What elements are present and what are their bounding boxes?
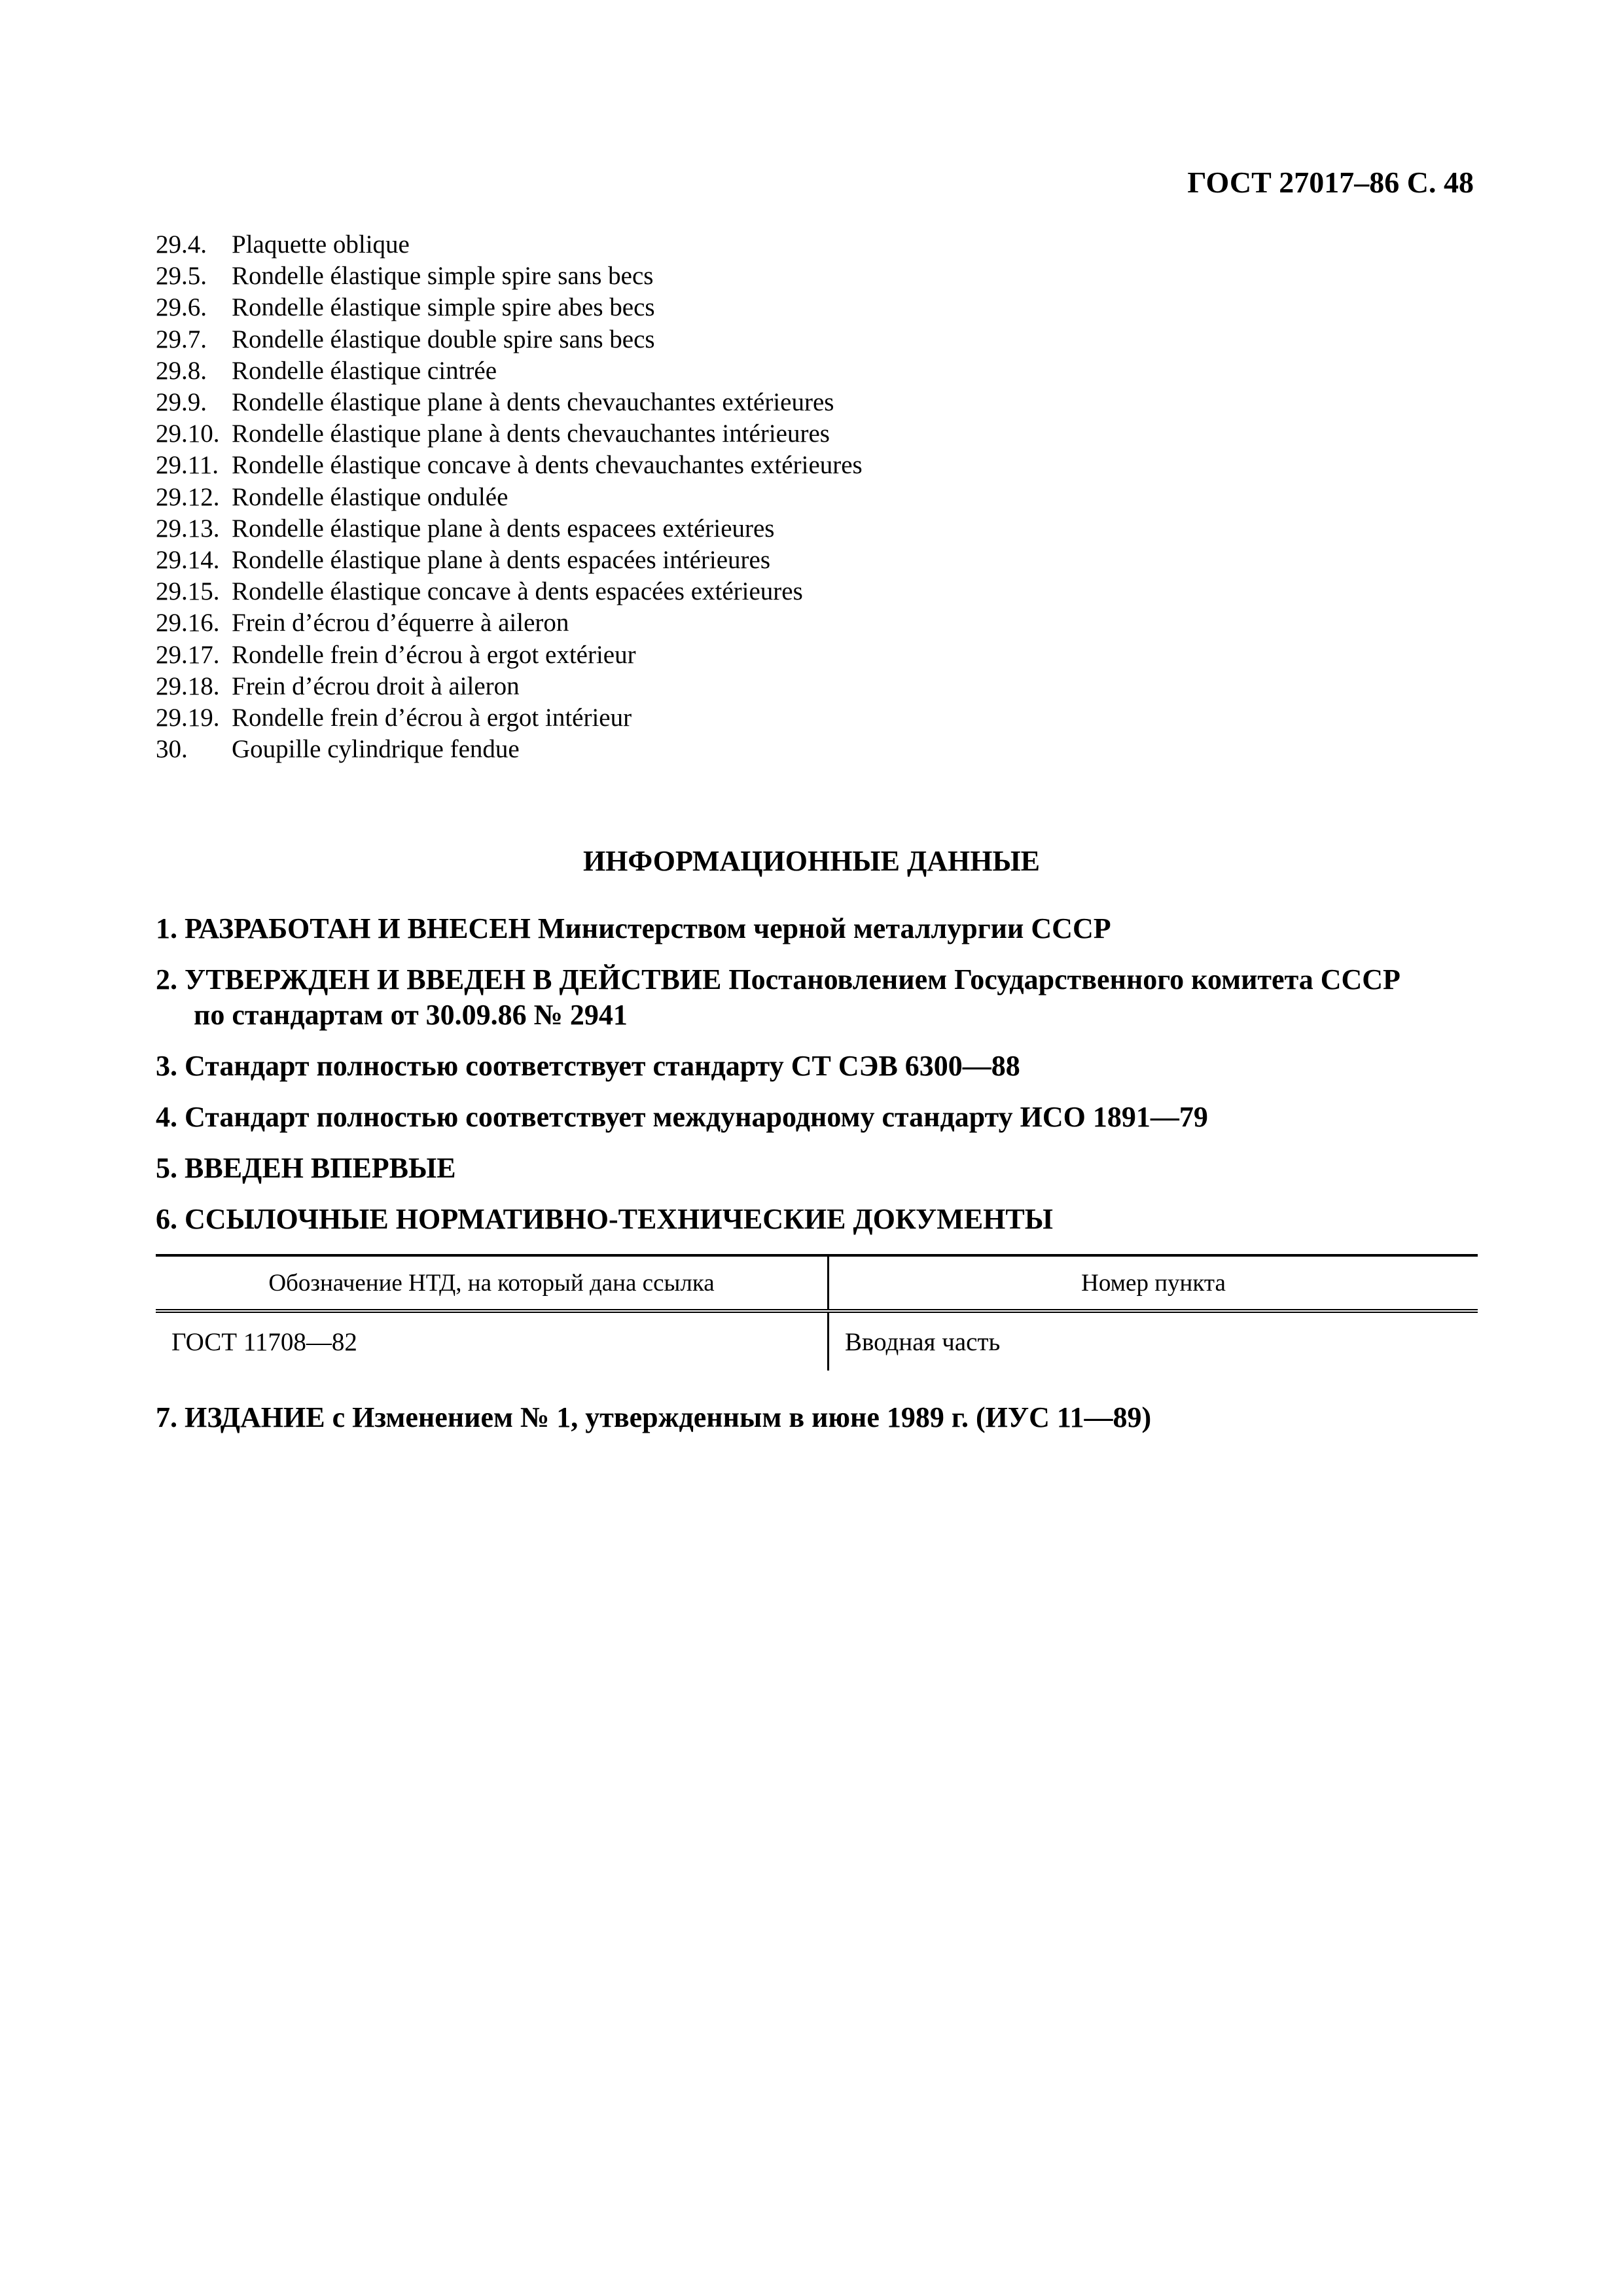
- list-item: [156, 482, 1268, 513]
- list-item: [156, 671, 1268, 702]
- item-number: 29.12.: [156, 482, 220, 511]
- info-item: [156, 1049, 1478, 1084]
- info-item: [156, 962, 1478, 1033]
- info-item-rest: Министерством черной металлургии СССР: [530, 912, 1111, 944]
- item-text: Goupille cylindrique fendue: [232, 735, 520, 764]
- item-text: Rondelle élastique plane à dents espacees extérieures: [232, 514, 775, 543]
- table-cell: ГОСТ 11708—82: [156, 1311, 829, 1371]
- item-text: Rondelle élastique simple spire sans becs: [232, 262, 654, 291]
- item-number: 29.13.: [156, 514, 220, 543]
- info-item: [156, 911, 1478, 946]
- item-number: 29.9.: [156, 388, 207, 417]
- item-text: Rondelle élastique double spire sans becs: [232, 325, 655, 353]
- info-item: [156, 1100, 1478, 1135]
- item-number: 29.11.: [156, 451, 219, 480]
- item-text: Frein d’écrou d’équerre à aileron: [232, 609, 569, 637]
- item-text: Plaquette oblique: [232, 230, 410, 259]
- item-number: 29.10.: [156, 420, 220, 448]
- info-item: [156, 1151, 1478, 1186]
- item-number: 30.: [156, 735, 188, 764]
- info-items: [156, 911, 1478, 1253]
- list-item: [156, 418, 1268, 450]
- info-item-lead: 4. Стандарт полностью соответствует международному стандарту ИСО 1891—79: [156, 1101, 1208, 1133]
- column-header: Номер пункта: [829, 1255, 1478, 1311]
- item-number: 29.19.: [156, 704, 220, 732]
- section-title: ИНФОРМАЦИОННЫЕ ДАННЫЕ: [582, 845, 1041, 877]
- info-item-rest: Постановлением Государственного комитета СССР: [721, 963, 1400, 996]
- list-item: [156, 545, 1268, 576]
- item-text: Rondelle élastique ondulée: [232, 482, 508, 511]
- item-number: 29.15.: [156, 577, 220, 606]
- info-item: [156, 1202, 1478, 1237]
- info-item-lead: 1. РАЗРАБОТАН И ВНЕСЕН: [156, 912, 531, 944]
- list-item: [156, 576, 1268, 607]
- list-item: [156, 607, 1268, 639]
- info-item-lead: 2. УТВЕРЖДЕН И ВВЕДЕН В ДЕЙСТВИЕ: [156, 963, 722, 996]
- table-cell: Вводная часть: [845, 1327, 1001, 1356]
- list-item: [156, 260, 1268, 292]
- list-item: [156, 450, 1268, 481]
- item-text: Rondelle frein d’écrou à ergot extérieur: [232, 640, 636, 669]
- column-header: Обозначение НТД, на который дана ссылка: [156, 1255, 829, 1311]
- item-number: 29.16.: [156, 609, 220, 637]
- item-text: Rondelle élastique concave à dents chevauchantes extérieures: [232, 451, 863, 480]
- list-item: [156, 734, 1268, 765]
- list-item: [156, 639, 1268, 671]
- list-item: [156, 292, 1268, 323]
- item-text: Rondelle élastique cintrée: [232, 356, 497, 385]
- item-number: 29.4.: [156, 230, 207, 259]
- terms-list: [156, 229, 1268, 765]
- item-text: Rondelle élastique plane à dents espacées intérieures: [232, 546, 770, 575]
- info-item-lead: 6. ССЫЛОЧНЫЕ НОРМАТИВНО-ТЕХНИЧЕСКИЕ ДОКУМЕНТЫ: [156, 1203, 1053, 1235]
- info-item-continuation: по стандартам от 30.09.86 № 2941: [194, 999, 628, 1031]
- list-item: [156, 324, 1268, 355]
- item-number: 29.7.: [156, 325, 207, 353]
- item-text: Rondelle frein d’écrou à ergot intérieur: [232, 704, 632, 732]
- item-number: 29.5.: [156, 262, 207, 291]
- item-text: Rondelle élastique plane à dents chevauchantes intérieures: [232, 420, 830, 448]
- info-item-lead: 5. ВВЕДЕН ВПЕРВЫЕ: [156, 1152, 456, 1184]
- item-number: 29.8.: [156, 356, 207, 385]
- item-text: Rondelle élastique plane à dents chevauchantes extérieures: [232, 388, 834, 417]
- edition-note: 7. ИЗДАНИЕ с Изменением № 1, утвержденным в июне 1989 г. (ИУС 11—89): [156, 1401, 1152, 1433]
- item-text: Rondelle élastique simple spire abes becs: [232, 293, 655, 322]
- list-item: [156, 702, 1268, 734]
- item-number: 29.18.: [156, 672, 220, 700]
- item-number: 29.17.: [156, 640, 220, 669]
- page-header: ГОСТ 27017–86 С. 48: [1187, 166, 1474, 199]
- reference-table: [156, 1254, 1478, 1371]
- list-item: [156, 387, 1268, 418]
- table-header-row: [156, 1255, 1478, 1311]
- item-text: Rondelle élastique concave à dents espacées extérieures: [232, 577, 803, 606]
- list-item: [156, 513, 1268, 545]
- list-item: [156, 229, 1268, 260]
- item-number: 29.14.: [156, 546, 220, 575]
- table-row: [156, 1311, 1478, 1371]
- item-text: Frein d’écrou droit à aileron: [232, 672, 520, 700]
- item-number: 29.6.: [156, 293, 207, 322]
- info-item-lead: 3. Стандарт полностью соответствует стандарту СТ СЭВ 6300—88: [156, 1050, 1020, 1082]
- list-item: [156, 355, 1268, 387]
